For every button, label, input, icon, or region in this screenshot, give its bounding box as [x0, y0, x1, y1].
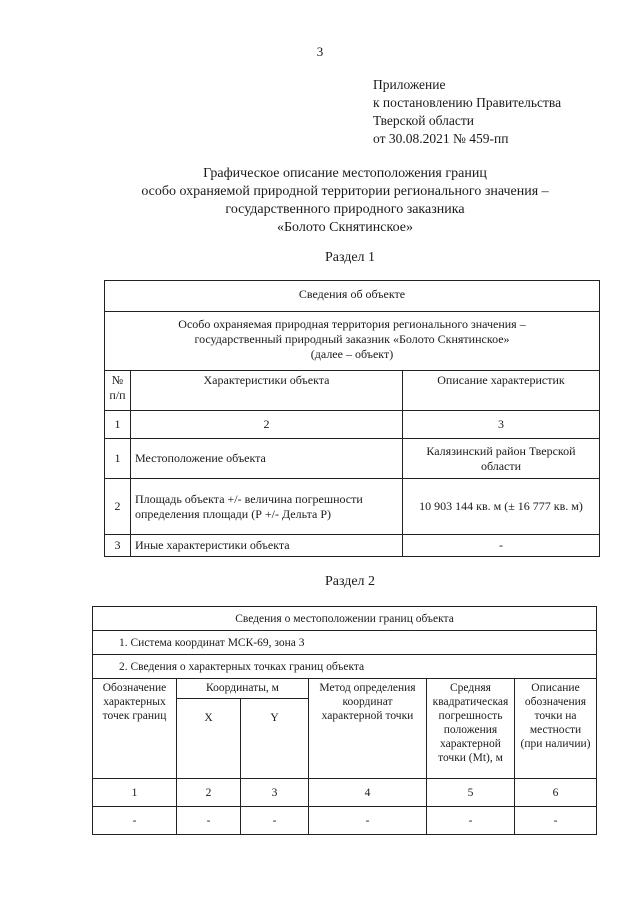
table-row — [105, 479, 600, 535]
section1-heading: Раздел 1 — [324, 250, 376, 265]
row-desc: Калязинский район Тверской области — [403, 439, 600, 479]
data-cell: - — [241, 807, 309, 835]
object-line: государственный природный заказник «Болото Скнятинское» — [194, 332, 510, 346]
data-cell: - — [177, 807, 241, 835]
object-name-cell — [105, 312, 600, 371]
row-desc: - — [403, 535, 600, 557]
col-header-char: Характеристики объекта — [131, 371, 403, 411]
table-row — [93, 607, 597, 631]
table-row — [105, 535, 600, 557]
object-line: Особо охраняемая природная территория регионального значения – — [178, 317, 526, 331]
table-row — [93, 779, 597, 807]
table-header: Сведения об объекте — [105, 281, 600, 312]
table-row — [105, 281, 600, 312]
appendix-block — [373, 76, 561, 148]
index-cell: 3 — [241, 779, 309, 807]
col-header-error: Средняя квадратическая погрешность положения характерной точки (Mt), м — [427, 679, 515, 779]
appendix-line: к постановлению Правительства — [373, 95, 562, 110]
data-cell: - — [309, 807, 427, 835]
index-cell: 4 — [309, 779, 427, 807]
title-line: Графическое описание местоположения границ — [203, 166, 487, 181]
points-header: 2. Сведения о характерных точках границ объекта — [93, 655, 597, 679]
index-cell: 1 — [105, 411, 131, 439]
index-cell: 6 — [515, 779, 597, 807]
table-row — [93, 655, 597, 679]
title-line: государственного природного заказника — [225, 202, 465, 217]
section2-heading: Раздел 2 — [324, 574, 376, 589]
boundary-table — [92, 606, 597, 835]
table-row — [105, 411, 600, 439]
col-header-coords: Координаты, м — [177, 679, 309, 699]
title-line: особо охраняемой природной территории регионального значения – — [141, 184, 549, 199]
table-header: Сведения о местоположении границ объекта — [93, 607, 597, 631]
index-cell: 5 — [427, 779, 515, 807]
col-header-desc: Описание характеристик — [403, 371, 600, 411]
index-cell: 2 — [131, 411, 403, 439]
appendix-line: Приложение — [373, 77, 446, 92]
row-desc: 10 903 144 кв. м (± 16 777 кв. м) — [403, 479, 600, 535]
col-header-num: № п/п — [105, 371, 131, 411]
object-info-table — [104, 280, 600, 557]
appendix-line: от 30.08.2021 № 459-пп — [373, 131, 509, 146]
row-char: Иные характеристики объекта — [131, 535, 403, 557]
col-header-x: X — [177, 699, 241, 779]
table-row — [93, 679, 597, 699]
data-cell: - — [93, 807, 177, 835]
row-num: 2 — [105, 479, 131, 535]
row-char: Площадь объекта +/- величина погрешности определения площади (Р +/- Дельта Р) — [131, 479, 403, 535]
index-cell: 3 — [403, 411, 600, 439]
table-row — [105, 312, 600, 371]
col-header-desc: Описание обозначения точки на местности (при наличии) — [515, 679, 597, 779]
row-num: 1 — [105, 439, 131, 479]
document-title — [60, 165, 630, 237]
index-cell: 2 — [177, 779, 241, 807]
object-line: (далее – объект) — [310, 347, 394, 361]
data-cell: - — [427, 807, 515, 835]
table-row — [93, 631, 597, 655]
col-header-y: Y — [241, 699, 309, 779]
col-header-point: Обозначение характерных точек границ — [93, 679, 177, 779]
col-header-method: Метод определения координат характерной точки — [309, 679, 427, 779]
row-num: 3 — [105, 535, 131, 557]
row-char: Местоположение объекта — [131, 439, 403, 479]
appendix-line: Тверской области — [373, 113, 474, 128]
page-number: 3 — [316, 44, 324, 59]
data-cell: - — [515, 807, 597, 835]
coord-system: 1. Система координат МСК-69, зона 3 — [93, 631, 597, 655]
table-row — [93, 807, 597, 835]
title-line: «Болото Скнятинское» — [277, 220, 413, 235]
index-cell: 1 — [93, 779, 177, 807]
table-row — [105, 371, 600, 411]
table-row — [105, 439, 600, 479]
